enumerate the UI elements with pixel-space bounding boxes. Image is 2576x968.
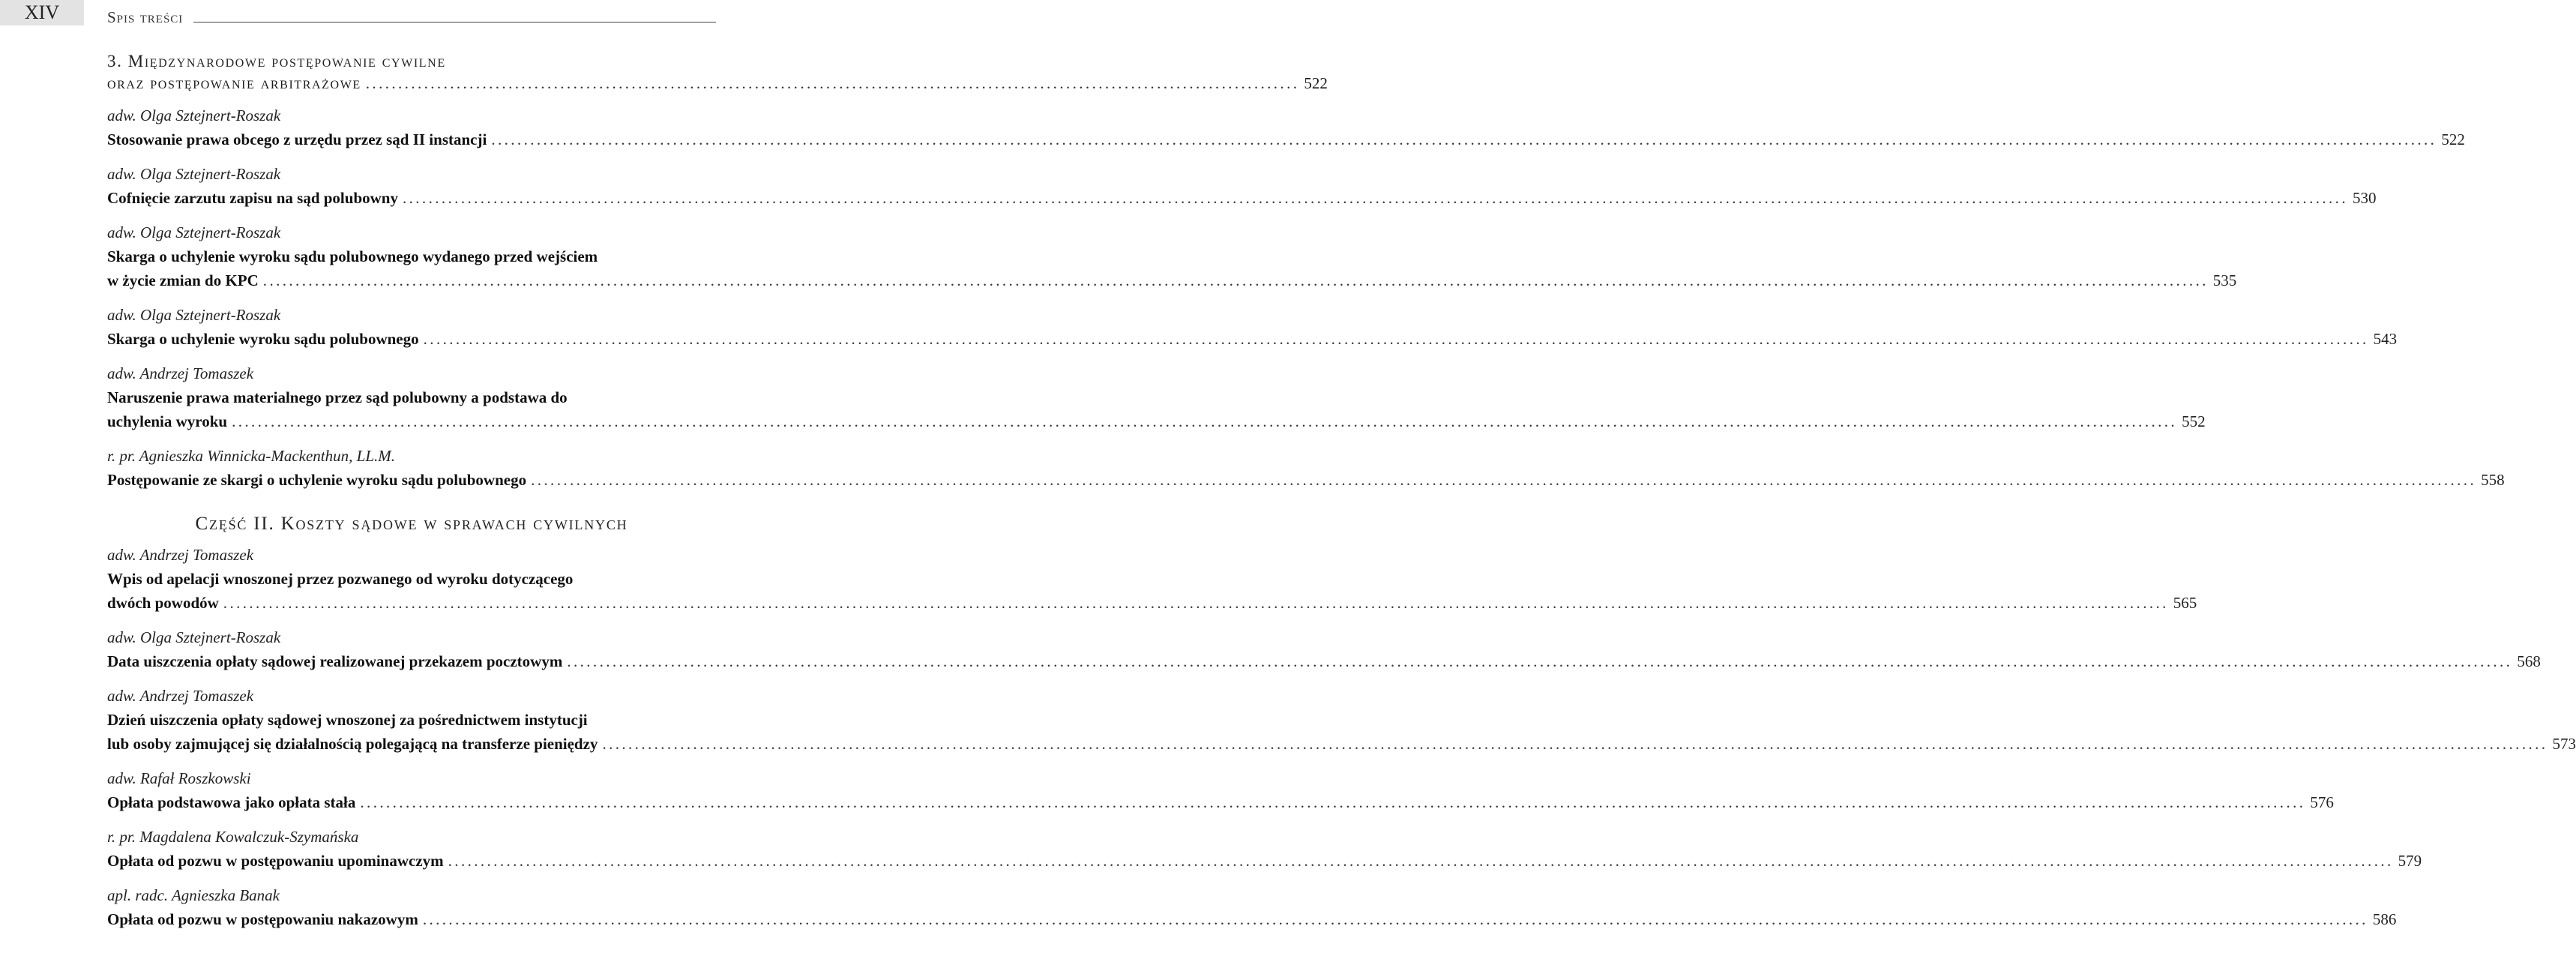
entries-list-b [107,543,2576,931]
page-number: XIV [0,0,84,25]
entry-author: adw. Olga Sztejnert-Roszak [107,628,281,646]
section-title-text: oraz postępowanie arbitrażowe [107,73,361,92]
page-ref: 530 [2352,189,2377,207]
page-ref: 579 [2398,852,2422,870]
page-ref: 522 [1304,74,1328,92]
entry-title-last-line [107,849,2422,873]
page-ref: 552 [2182,412,2206,430]
section-entry [107,49,1328,93]
toc-entry [107,825,2422,873]
entry-title-text: Cofnięcie zarzutu zapisu na sąd polubowny [107,189,398,207]
toc-entry [107,684,2576,756]
page-ref: 522 [2441,130,2465,148]
entry-author: adw. Olga Sztejnert-Roszak [107,306,281,324]
entry-title-last-line [107,790,2334,814]
page-ref: 565 [2173,594,2197,612]
toc-entry [107,766,2334,814]
running-title: Spis treści [107,8,184,26]
entry-title-text: dwóch powodów [107,594,219,612]
entry-title-last-line [107,127,2465,151]
toc-entry [107,625,2541,673]
entry-author: adw. Andrzej Tomaszek [107,546,254,564]
dot-leader: ............................................................................................................................................................................................................................................................................................................ [422,910,2368,928]
dot-leader: ............................................................................................................................................................................................................................................................................................................ [232,412,2178,430]
entry-author: adw. Olga Sztejnert-Roszak [107,165,281,183]
page-ref: 586 [2372,910,2397,928]
toc-entry [107,303,2398,351]
dot-leader: ............................................................................................................................................................................................................................................................................................................ [448,852,2394,870]
entry-author: adw. Olga Sztejnert-Roszak [107,223,281,241]
entry-title-last-line [107,907,2397,931]
entry-author: r. pr. Agnieszka Winnicka-Mackenthun, LL.M. [107,447,395,465]
dot-leader: ............................................................................................................................................................................................................................................................................................................ [531,471,2477,489]
entry-title-last-line [107,268,2237,292]
entry-author: r. pr. Magdalena Kowalczuk-Szymańska [107,828,359,846]
entry-title-text: w życie zmian do KPC [107,271,259,289]
dot-leader: ............................................................................................................................................................................................................................................................................................................ [223,594,2169,612]
entry-title-line: Wpis od apelacji wnoszonej przez pozwanego od wyroku dotyczącego [107,570,574,588]
dot-leader: ............................................................................................................................................................................................................................................................................................................ [567,652,2513,670]
part-title: Część II. Koszty sądowe w sprawach cywilnych [195,514,628,534]
entry-title-line: Dzień uiszczenia opłaty sądowej wnoszonej za pośrednictwem instytucji [107,711,588,729]
entry-title-text: Stosowanie prawa obcego z urzędu przez sąd II instancji [107,130,487,148]
entry-author: adw. Andrzej Tomaszek [107,364,254,382]
entry-author: adw. Olga Sztejnert-Roszak [107,106,281,124]
toc-entry [107,361,2206,433]
entry-title-text: Data uiszczenia opłaty sądowej realizowanej przekazem pocztowym [107,652,563,670]
toc-entry [107,883,2397,931]
entry-title-last-line [107,591,2197,615]
entry-title-text: Opłata od pozwu w postępowaniu upominawczym [107,852,444,870]
entry-title-last-line [107,649,2541,673]
section-title-line2 [107,73,1328,93]
toc-entry [107,103,2465,151]
entry-title-last-line [107,186,2377,210]
entry-author: adw. Andrzej Tomaszek [107,687,254,705]
entry-title-text: uchylenia wyroku [107,412,228,430]
dot-leader: ............................................................................................................................................................................................................................................................................................................ [423,330,2369,348]
dot-leader: ............................................................................................................................................................................................................................................................................................................ [491,130,2437,148]
running-head [107,6,716,27]
toc-entry [107,543,2197,615]
page-ref: 573 [2552,735,2576,753]
page-ref: 576 [2310,793,2334,811]
page-ref: 568 [2517,652,2541,670]
entry-title-text: Skarga o uchylenie wyroku sądu polubownego [107,330,419,348]
dot-leader: ............................................................................................................................................................................................................................................................................................................ [360,793,2306,811]
toc-entry [107,444,2505,492]
toc-entry [107,162,2377,210]
entry-title-last-line [107,468,2505,492]
entry-title-text: lub osoby zajmującej się działalnością polegającą na transferze pieniędzy [107,735,598,753]
entries-list-a [107,103,2505,492]
dot-leader: ............................................................................................................................................................................................................................................................................................................ [262,271,2209,289]
page-ref: 558 [2481,471,2505,489]
entry-title-text: Postępowanie ze skargi o uchylenie wyroku sądu polubownego [107,471,527,489]
toc-entry [107,220,2237,292]
dot-leader: ............................................................................................................................................................................................................................................................................................................ [602,735,2548,753]
entry-author: adw. Rafał Roszkowski [107,769,251,787]
entry-author: apl. radc. Agnieszka Banak [107,886,280,904]
entry-title-line: Skarga o uchylenie wyroku sądu polubownego wydanego przed wejściem [107,247,598,265]
section-title-line1: 3. Międzynarodowe postępowanie cywilne [107,52,446,70]
dot-leader: ................................................................................................................................................ [365,74,1300,92]
entry-title-last-line [107,732,2576,756]
entry-title-last-line [107,327,2398,351]
entry-title-text: Opłata od pozwu w postępowaniu nakazowym [107,910,418,928]
entry-title-last-line [107,409,2206,433]
table-of-contents [107,49,2576,942]
entry-title-text: Opłata podstawowa jako opłata stała [107,793,356,811]
entry-title-line: Naruszenie prawa materialnego przez sąd polubowny a podstawa do [107,388,568,406]
page-ref: 543 [2373,330,2398,348]
page-ref: 535 [2212,271,2237,289]
dot-leader: ............................................................................................................................................................................................................................................................................................................ [402,189,2348,207]
